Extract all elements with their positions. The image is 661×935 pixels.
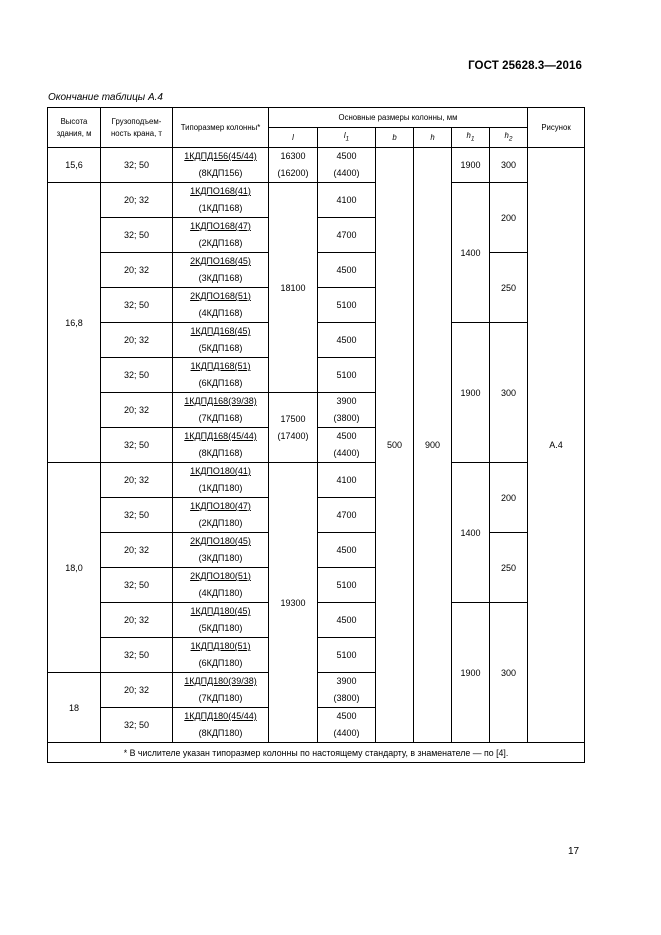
l1-cell: 3900 (3800) [318, 393, 376, 428]
l1-cell: 4500 [318, 603, 376, 638]
l1-cell: 4700 [318, 218, 376, 253]
capacity-cell: 20; 32 [101, 393, 173, 428]
capacity-cell: 20; 32 [101, 533, 173, 568]
h-cell: 900 [414, 148, 452, 743]
column-type-cell: 1КДПД180(45) (5КДП180) [173, 603, 269, 638]
column-type-cell: 2КДПО168(45) (3КДП168) [173, 253, 269, 288]
column-type-cell: 1КДПД156(45/44) (8КДП156) [173, 148, 269, 183]
column-type-cell: 1КДПД180(45/44) (8КДП180) [173, 708, 269, 743]
header-figure: Рисунок [528, 108, 585, 148]
column-type-cell: 1КДПД168(45) (5КДП168) [173, 323, 269, 358]
page-number: 17 [568, 846, 580, 857]
l-cell: 18100 [269, 183, 318, 393]
header-main-dimensions: Основные размеры колонны, мм [269, 108, 528, 128]
h2-cell: 200 [490, 183, 528, 253]
capacity-cell: 32; 50 [101, 148, 173, 183]
column-type-cell: 1КДПД168(51) (6КДП168) [173, 358, 269, 393]
column-type-cell: 1КДПД168(45/44) (8КДП168) [173, 428, 269, 463]
h1-cell: 1900 [452, 323, 490, 463]
capacity-cell: 32; 50 [101, 288, 173, 323]
capacity-cell: 32; 50 [101, 428, 173, 463]
l1-cell: 4500 [318, 253, 376, 288]
header-column-type: Типоразмер колонны* [173, 108, 269, 148]
table-caption: Окончание таблицы А.4 [48, 92, 163, 103]
column-type-cell: 1КДПД180(51) (6КДП180) [173, 638, 269, 673]
header-h: h [414, 128, 452, 148]
b-cell: 500 [376, 148, 414, 743]
l-cell: 16300 (16200) [269, 148, 318, 183]
building-height-cell: 18 [48, 673, 101, 743]
l1-cell: 5100 [318, 568, 376, 603]
h2-cell: 300 [490, 148, 528, 183]
l1-cell: 4500 (4400) [318, 428, 376, 463]
l1-cell: 4100 [318, 183, 376, 218]
l1-cell: 5100 [318, 358, 376, 393]
standard-designation: ГОСТ 25628.3—2016 [468, 60, 582, 72]
capacity-cell: 32; 50 [101, 708, 173, 743]
column-type-cell: 1КДПО180(47) (2КДП180) [173, 498, 269, 533]
capacity-cell: 32; 50 [101, 498, 173, 533]
h1-cell: 1900 [452, 148, 490, 183]
capacity-cell: 20; 32 [101, 603, 173, 638]
column-type-cell: 1КДПО168(41) (1КДП168) [173, 183, 269, 218]
l1-cell: 4500 (4400) [318, 148, 376, 183]
column-type-cell: 1КДПД180(39/38) (7КДП180) [173, 673, 269, 708]
column-type-cell: 1КДПО180(41) (1КДП180) [173, 463, 269, 498]
l1-cell: 4100 [318, 463, 376, 498]
capacity-cell: 32; 50 [101, 568, 173, 603]
capacity-cell: 32; 50 [101, 358, 173, 393]
header-building-height: Высота здания, м [48, 108, 101, 148]
column-type-cell: 2КДПО180(45) (3КДП180) [173, 533, 269, 568]
l-cell: 17500 (17400) [269, 393, 318, 463]
header-h1: $h_1$ [452, 128, 490, 148]
l1-cell: 4500 [318, 323, 376, 358]
l1-cell: 4700 [318, 498, 376, 533]
header-l: l [269, 128, 318, 148]
building-height-cell: 18,0 [48, 463, 101, 673]
l-cell: 19300 [269, 463, 318, 743]
capacity-cell: 32; 50 [101, 638, 173, 673]
capacity-cell: 20; 32 [101, 463, 173, 498]
column-type-cell: 2КДПО168(51) (4КДП168) [173, 288, 269, 323]
h2-cell: 300 [490, 323, 528, 463]
header-l1: $l_1$ [318, 128, 376, 148]
column-dimensions-table [47, 107, 585, 763]
h2-cell: 200 [490, 463, 528, 533]
l1-cell: 5100 [318, 638, 376, 673]
building-height-cell: 16,8 [48, 183, 101, 463]
l1-cell: 3900 (3800) [318, 673, 376, 708]
capacity-cell: 20; 32 [101, 253, 173, 288]
h1-cell: 1400 [452, 183, 490, 323]
column-type-cell: 1КДПД168(39/38) (7КДП168) [173, 393, 269, 428]
capacity-cell: 20; 32 [101, 323, 173, 358]
column-type-cell: 1КДПО168(47) (2КДП168) [173, 218, 269, 253]
h1-cell: 1900 [452, 603, 490, 743]
figure-cell: А.4 [528, 148, 585, 743]
header-b: b [376, 128, 414, 148]
h1-cell: 1400 [452, 463, 490, 603]
h2-cell: 250 [490, 253, 528, 323]
l1-cell: 5100 [318, 288, 376, 323]
header-h2: $h_2$ [490, 128, 528, 148]
capacity-cell: 20; 32 [101, 183, 173, 218]
table-footnote: * В числителе указан типоразмер колонны по настоящему стандарту, в знаменателе — по [4]. [48, 743, 585, 763]
building-height-cell: 15,6 [48, 148, 101, 183]
capacity-cell: 32; 50 [101, 218, 173, 253]
capacity-cell: 20; 32 [101, 673, 173, 708]
l1-cell: 4500 [318, 533, 376, 568]
h2-cell: 300 [490, 603, 528, 743]
h2-cell: 250 [490, 533, 528, 603]
column-type-cell: 2КДПО180(51) (4КДП180) [173, 568, 269, 603]
header-crane-capacity: Грузоподъем- ность крана, т [101, 108, 173, 148]
l1-cell: 4500 (4400) [318, 708, 376, 743]
